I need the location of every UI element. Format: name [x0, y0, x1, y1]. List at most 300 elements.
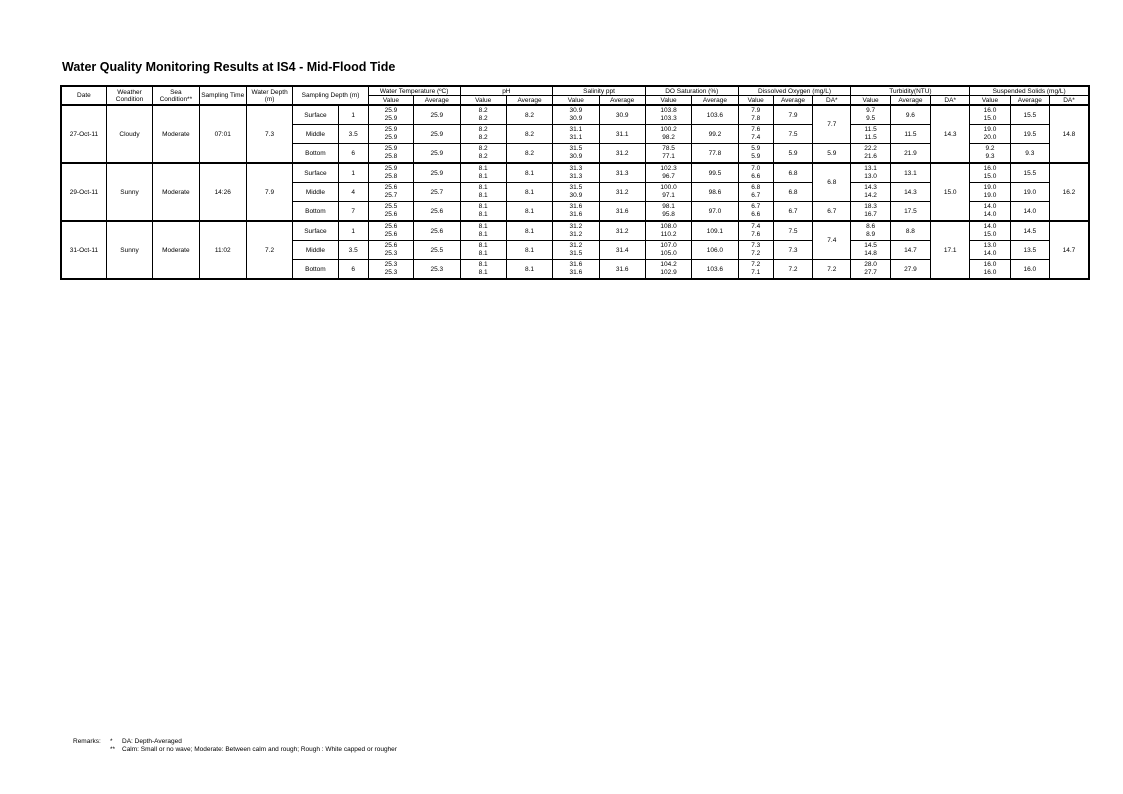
- do-value-reading: 5.9: [751, 145, 761, 152]
- water-depth-cell: 7.2: [246, 221, 292, 279]
- salinity-value-reading: 31.6: [569, 261, 583, 268]
- ss-value-reading: 14.0: [983, 211, 997, 218]
- subheader-value: Value: [851, 96, 890, 106]
- ss-average: 13.5: [1010, 241, 1049, 260]
- turbidity-value-reading: 11.5: [864, 126, 877, 133]
- ss-average: 14.0: [1010, 202, 1049, 222]
- do-average: 7.9: [773, 105, 812, 125]
- ss-average: 9.3: [1010, 144, 1049, 164]
- turbidity-value-reading: 27.7: [864, 269, 877, 276]
- turbidity-average: 13.1: [890, 163, 930, 183]
- subheader-da: DA*: [931, 96, 970, 106]
- ss-value-reading: 19.0: [983, 126, 997, 133]
- temp-value-reading: 25.6: [384, 223, 398, 230]
- temp-value-reading: 25.3: [384, 269, 398, 276]
- do-sat-value: [645, 202, 691, 222]
- salinity-value-reading: 31.2: [569, 223, 583, 230]
- subheader-average: Average: [773, 96, 812, 106]
- sampling-depth-cell: 1: [338, 105, 368, 125]
- do-value-reading: 7.2: [751, 261, 761, 268]
- sampling-level-cell: Middle: [293, 241, 338, 260]
- temp-value-reading: 25.9: [384, 165, 398, 172]
- temp-value: [368, 202, 413, 222]
- ss-value-reading: 16.0: [983, 261, 997, 268]
- ph-value-reading: 8.1: [478, 165, 488, 172]
- do-value-reading: 7.8: [751, 115, 761, 122]
- salinity-value: [553, 144, 599, 164]
- remark-mark: *: [110, 738, 113, 745]
- sampling-level-cell: Middle: [293, 183, 338, 202]
- ph-value-reading: 8.1: [478, 184, 488, 191]
- ph-value: [460, 105, 506, 125]
- ph-average: 8.1: [506, 260, 552, 280]
- turbidity-value: [851, 260, 890, 280]
- ss-average: 15.5: [1010, 163, 1049, 183]
- temp-average: 25.9: [414, 125, 460, 144]
- ph-average: 8.1: [506, 202, 552, 222]
- ph-value-reading: 8.2: [478, 134, 488, 141]
- header-temp: Water Temperature (ºC): [368, 86, 460, 96]
- do-value: [738, 221, 773, 241]
- salinity-value: [553, 202, 599, 222]
- ss-value-reading: 13.0: [983, 242, 997, 249]
- turbidity-average: 9.6: [890, 105, 930, 125]
- ph-average: 8.1: [506, 183, 552, 202]
- temp-value: [368, 163, 413, 183]
- turbidity-average: 17.5: [890, 202, 930, 222]
- page-title: Water Quality Monitoring Results at IS4 - Mid-Flood Tide: [62, 60, 396, 74]
- ph-value-reading: 8.1: [478, 231, 488, 238]
- salinity-value-reading: 31.5: [569, 145, 583, 152]
- salinity-average: 31.6: [599, 260, 645, 280]
- ph-value-reading: 8.1: [478, 250, 488, 257]
- ss-value-reading: 16.0: [983, 107, 997, 114]
- turbidity-value-reading: 14.8: [864, 250, 877, 257]
- turbidity-da-cell: 15.0: [931, 163, 970, 221]
- sea-condition-cell: Moderate: [153, 221, 199, 279]
- temp-average: 25.6: [414, 221, 460, 241]
- turbidity-average: 11.5: [890, 125, 930, 144]
- temp-value: [368, 183, 413, 202]
- ss-value-reading: 14.0: [983, 203, 997, 210]
- ph-value: [460, 202, 506, 222]
- date-cell: 27-Oct-11: [61, 105, 106, 163]
- ss-average: 19.5: [1010, 125, 1049, 144]
- ss-value: [970, 241, 1010, 260]
- sampling-level-cell: Bottom: [293, 144, 338, 164]
- do-value-reading: 6.6: [751, 173, 761, 180]
- temp-value: [368, 125, 413, 144]
- turbidity-value-reading: 13.1: [864, 165, 877, 172]
- do-value-reading: 6.6: [751, 211, 761, 218]
- ss-value-reading: 19.0: [983, 184, 997, 191]
- do-value-reading: 7.9: [751, 107, 761, 114]
- temp-value: [368, 144, 413, 164]
- salinity-average: 31.3: [599, 163, 645, 183]
- temp-average: 25.3: [414, 260, 460, 280]
- do-da-cell: 6.8: [813, 163, 851, 202]
- ss-value: [970, 125, 1010, 144]
- turbidity-value: [851, 221, 890, 241]
- temp-average: 25.9: [414, 105, 460, 125]
- sampling-level-cell: Bottom: [293, 202, 338, 222]
- temp-value-reading: 25.3: [384, 261, 398, 268]
- ss-value-reading: 16.0: [983, 165, 997, 172]
- weather-cell: Cloudy: [106, 105, 152, 163]
- temp-value: [368, 105, 413, 125]
- sampling-level-cell: Middle: [293, 125, 338, 144]
- turbidity-value-reading: 14.2: [864, 192, 877, 199]
- temp-value: [368, 260, 413, 280]
- salinity-average: 31.1: [599, 125, 645, 144]
- temp-average: 25.6: [414, 202, 460, 222]
- do-sat-value-reading: 107.0: [660, 242, 677, 249]
- ss-da-cell: 14.7: [1049, 221, 1089, 279]
- do-value-reading: 6.7: [751, 192, 761, 199]
- do-value-reading: 7.2: [751, 250, 761, 257]
- sampling-time-cell: 11:02: [199, 221, 246, 279]
- subheader-value: Value: [368, 96, 413, 106]
- subheader-average: Average: [890, 96, 930, 106]
- ss-value-reading: 14.0: [983, 223, 997, 230]
- table-row: [61, 163, 1089, 183]
- do-sat-value-reading: 103.3: [660, 115, 677, 122]
- temp-value-reading: 25.8: [384, 153, 398, 160]
- remarks: [73, 738, 397, 754]
- temp-value-reading: 25.5: [384, 203, 398, 210]
- do-sat-value-reading: 100.0: [660, 184, 677, 191]
- do-value-reading: 6.7: [751, 203, 761, 210]
- do-average: 6.7: [773, 202, 812, 222]
- salinity-value: [553, 105, 599, 125]
- turbidity-average: 14.7: [890, 241, 930, 260]
- do-sat-value: [645, 260, 691, 280]
- salinity-value: [553, 183, 599, 202]
- salinity-average: 31.2: [599, 183, 645, 202]
- header-sea: Sea Condition**: [153, 86, 199, 105]
- temp-value-reading: 25.3: [384, 250, 398, 257]
- ss-value: [970, 144, 1010, 164]
- salinity-value-reading: 30.9: [569, 115, 583, 122]
- do-sat-average: 99.5: [692, 163, 738, 183]
- do-sat-value-reading: 100.2: [660, 126, 677, 133]
- turbidity-value: [851, 163, 890, 183]
- date-group: [61, 221, 1089, 279]
- subheader-average: Average: [1010, 96, 1049, 106]
- turbidity-da-cell: 14.3: [931, 105, 970, 163]
- do-da-bottom-cell: 7.2: [813, 260, 851, 280]
- sea-condition-cell: Moderate: [153, 105, 199, 163]
- ph-value: [460, 221, 506, 241]
- do-value-reading: 5.9: [751, 153, 761, 160]
- do-sat-value: [645, 144, 691, 164]
- do-sat-average: 98.6: [692, 183, 738, 202]
- subheader-average: Average: [599, 96, 645, 106]
- ss-average: 15.5: [1010, 105, 1049, 125]
- salinity-average: 31.2: [599, 221, 645, 241]
- ph-value: [460, 241, 506, 260]
- temp-value-reading: 25.9: [384, 115, 398, 122]
- ss-value-reading: 19.0: [983, 192, 997, 199]
- salinity-value-reading: 31.3: [569, 173, 583, 180]
- remark-text: Calm: Small or no wave; Moderate: Between calm and rough; Rough : White capped or rougher: [122, 746, 397, 753]
- header-do-sat: DO Saturation (%): [645, 86, 738, 96]
- do-average: 6.8: [773, 183, 812, 202]
- table-row: [61, 221, 1089, 241]
- turbidity-value: [851, 105, 890, 125]
- ph-value: [460, 183, 506, 202]
- turbidity-value: [851, 144, 890, 164]
- do-value-reading: 7.0: [751, 165, 761, 172]
- salinity-value: [553, 221, 599, 241]
- turbidity-value-reading: 16.7: [864, 211, 877, 218]
- salinity-value: [553, 163, 599, 183]
- temp-value: [368, 241, 413, 260]
- do-sat-value: [645, 221, 691, 241]
- sampling-time-cell: 07:01: [199, 105, 246, 163]
- do-sat-value-reading: 102.3: [660, 165, 677, 172]
- ss-value-reading: 16.0: [983, 269, 997, 276]
- salinity-value-reading: 31.6: [569, 269, 583, 276]
- do-value-reading: 7.3: [751, 242, 761, 249]
- header-do: Dissolved Oxygen (mg/L): [738, 86, 851, 96]
- remarks-label: Remarks:: [73, 738, 101, 745]
- do-average: 7.2: [773, 260, 812, 280]
- do-value-reading: 7.4: [751, 134, 761, 141]
- subheader-value: Value: [460, 96, 506, 106]
- salinity-value-reading: 31.2: [569, 242, 583, 249]
- do-value-reading: 7.6: [751, 231, 761, 238]
- temp-value-reading: 25.6: [384, 242, 398, 249]
- temp-value-reading: 25.7: [384, 192, 398, 199]
- subheader-da: DA*: [813, 96, 851, 106]
- ph-value-reading: 8.1: [478, 223, 488, 230]
- ph-average: 8.2: [506, 105, 552, 125]
- turbidity-value-reading: 14.5: [864, 242, 877, 249]
- turbidity-average: 27.9: [890, 260, 930, 280]
- turbidity-value-reading: 8.9: [866, 231, 876, 238]
- ph-value-reading: 8.1: [478, 261, 488, 268]
- remark-text: DA: Depth-Averaged: [122, 738, 182, 745]
- header-sampling-depth: Sampling Depth (m): [293, 86, 369, 105]
- turbidity-value: [851, 241, 890, 260]
- do-sat-value-reading: 98.2: [662, 134, 675, 141]
- do-sat-value-reading: 110.2: [660, 231, 677, 238]
- do-sat-value-reading: 78.5: [662, 145, 675, 152]
- turbidity-value-reading: 13.0: [864, 173, 877, 180]
- ph-value-reading: 8.2: [478, 126, 488, 133]
- ss-value-reading: 9.3: [985, 153, 995, 160]
- do-value-reading: 6.8: [751, 184, 761, 191]
- do-sat-value-reading: 98.1: [662, 203, 675, 210]
- ss-average: 14.5: [1010, 221, 1049, 241]
- turbidity-value-reading: 21.6: [864, 153, 877, 160]
- do-average: 7.3: [773, 241, 812, 260]
- do-sat-value-reading: 96.7: [662, 173, 675, 180]
- do-sat-value: [645, 163, 691, 183]
- ph-value: [460, 125, 506, 144]
- ss-value-reading: 9.2: [985, 145, 995, 152]
- do-da-bottom-cell: 5.9: [813, 144, 851, 164]
- do-sat-value-reading: 103.8: [660, 107, 677, 114]
- do-value: [738, 163, 773, 183]
- do-sat-average: 97.0: [692, 202, 738, 222]
- turbidity-value: [851, 183, 890, 202]
- do-value-reading: 7.4: [751, 223, 761, 230]
- ph-value: [460, 144, 506, 164]
- salinity-value: [553, 241, 599, 260]
- ss-value: [970, 221, 1010, 241]
- sampling-depth-cell: 7: [338, 202, 368, 222]
- sampling-level-cell: Bottom: [293, 260, 338, 280]
- date-cell: 31-Oct-11: [61, 221, 106, 279]
- do-value: [738, 183, 773, 202]
- sampling-depth-cell: 1: [338, 163, 368, 183]
- sampling-depth-cell: 4: [338, 183, 368, 202]
- sampling-time-cell: 14:26: [199, 163, 246, 221]
- ss-value-reading: 20.0: [983, 134, 997, 141]
- salinity-value-reading: 31.1: [569, 126, 583, 133]
- water-depth-cell: 7.3: [246, 105, 292, 163]
- ph-average: 8.1: [506, 241, 552, 260]
- turbidity-average: 8.8: [890, 221, 930, 241]
- do-sat-average: 106.0: [692, 241, 738, 260]
- remark-mark: **: [110, 746, 116, 753]
- date-group: [61, 163, 1089, 221]
- sampling-depth-cell: 3.5: [338, 241, 368, 260]
- do-da-cell: 7.4: [813, 221, 851, 260]
- salinity-value-reading: 31.1: [569, 134, 583, 141]
- header-ss: Suspended Solids (mg/L): [970, 86, 1089, 96]
- header-depth: Water Depth (m): [246, 86, 292, 105]
- ss-average: 16.0: [1010, 260, 1049, 280]
- salinity-average: 30.9: [599, 105, 645, 125]
- turbidity-value-reading: 9.5: [866, 115, 876, 122]
- salinity-value-reading: 31.6: [569, 203, 583, 210]
- ph-value: [460, 260, 506, 280]
- do-sat-value: [645, 241, 691, 260]
- turbidity-value-reading: 22.2: [864, 145, 877, 152]
- do-sat-value: [645, 105, 691, 125]
- ph-value-reading: 8.2: [478, 115, 488, 122]
- ss-average: 19.0: [1010, 183, 1049, 202]
- ph-value-reading: 8.2: [478, 153, 488, 160]
- sampling-level-cell: Surface: [293, 163, 338, 183]
- ss-value-reading: 15.0: [983, 115, 997, 122]
- ph-average: 8.1: [506, 163, 552, 183]
- ph-value-reading: 8.1: [478, 211, 488, 218]
- do-average: 5.9: [773, 144, 812, 164]
- do-sat-average: 99.2: [692, 125, 738, 144]
- subheader-value: Value: [553, 96, 599, 106]
- salinity-average: 31.2: [599, 144, 645, 164]
- sampling-level-cell: Surface: [293, 105, 338, 125]
- ph-value-reading: 8.1: [478, 269, 488, 276]
- ss-da-cell: 16.2: [1049, 163, 1089, 221]
- ph-value-reading: 8.1: [478, 192, 488, 199]
- ph-average: 8.2: [506, 125, 552, 144]
- do-value: [738, 105, 773, 125]
- ss-value-reading: 15.0: [983, 173, 997, 180]
- sampling-depth-cell: 3.5: [338, 125, 368, 144]
- table-row: [61, 105, 1089, 125]
- do-sat-average: 109.1: [692, 221, 738, 241]
- temp-average: 25.5: [414, 241, 460, 260]
- do-value: [738, 125, 773, 144]
- ss-value: [970, 105, 1010, 125]
- ss-value: [970, 163, 1010, 183]
- date-group: [61, 105, 1089, 163]
- header-turbidity: Turbidity(NTU): [851, 86, 970, 96]
- salinity-value-reading: 31.5: [569, 250, 583, 257]
- salinity-value-reading: 31.3: [569, 165, 583, 172]
- ss-da-cell: 14.8: [1049, 105, 1089, 163]
- ph-value-reading: 8.1: [478, 242, 488, 249]
- temp-value-reading: 25.9: [384, 134, 398, 141]
- ss-value: [970, 260, 1010, 280]
- turbidity-value-reading: 18.3: [864, 203, 877, 210]
- ph-value: [460, 163, 506, 183]
- water-depth-cell: 7.9: [246, 163, 292, 221]
- do-sat-value-reading: 105.0: [660, 250, 677, 257]
- sampling-level-cell: Surface: [293, 221, 338, 241]
- turbidity-value: [851, 125, 890, 144]
- do-sat-average: 103.6: [692, 105, 738, 125]
- do-average: 7.5: [773, 221, 812, 241]
- salinity-value-reading: 30.9: [569, 107, 583, 114]
- do-da-bottom-cell: 6.7: [813, 202, 851, 222]
- temp-average: 25.9: [414, 163, 460, 183]
- sampling-depth-cell: 1: [338, 221, 368, 241]
- subheader-average: Average: [692, 96, 738, 106]
- do-sat-value-reading: 104.2: [660, 261, 677, 268]
- temp-value-reading: 25.6: [384, 184, 398, 191]
- do-value: [738, 241, 773, 260]
- salinity-average: 31.4: [599, 241, 645, 260]
- subheader-value: Value: [645, 96, 691, 106]
- subheader-da: DA*: [1049, 96, 1089, 106]
- turbidity-average: 21.9: [890, 144, 930, 164]
- turbidity-value-reading: 28.0: [864, 261, 877, 268]
- salinity-value: [553, 125, 599, 144]
- do-sat-value-reading: 95.8: [662, 211, 675, 218]
- temp-value: [368, 221, 413, 241]
- header-ph: pH: [460, 86, 553, 96]
- ss-value-reading: 15.0: [983, 231, 997, 238]
- temp-value-reading: 25.6: [384, 211, 398, 218]
- sampling-depth-cell: 6: [338, 260, 368, 280]
- do-average: 6.8: [773, 163, 812, 183]
- temp-value-reading: 25.8: [384, 173, 398, 180]
- salinity-value-reading: 31.5: [569, 184, 583, 191]
- salinity-value-reading: 31.6: [569, 211, 583, 218]
- do-sat-value-reading: 97.1: [662, 192, 675, 199]
- salinity-value-reading: 31.2: [569, 231, 583, 238]
- do-sat-average: 103.6: [692, 260, 738, 280]
- water-quality-table: [60, 85, 1090, 280]
- ph-value-reading: 8.2: [478, 145, 488, 152]
- do-sat-value-reading: 102.9: [660, 269, 677, 276]
- do-sat-value: [645, 183, 691, 202]
- header-date: Date: [61, 86, 106, 105]
- do-value-reading: 7.6: [751, 126, 761, 133]
- turbidity-value-reading: 8.6: [866, 223, 876, 230]
- do-value-reading: 7.1: [751, 269, 761, 276]
- temp-value-reading: 25.9: [384, 126, 398, 133]
- do-da-cell: 7.7: [813, 105, 851, 144]
- weather-cell: Sunny: [106, 221, 152, 279]
- ss-value-reading: 14.0: [983, 250, 997, 257]
